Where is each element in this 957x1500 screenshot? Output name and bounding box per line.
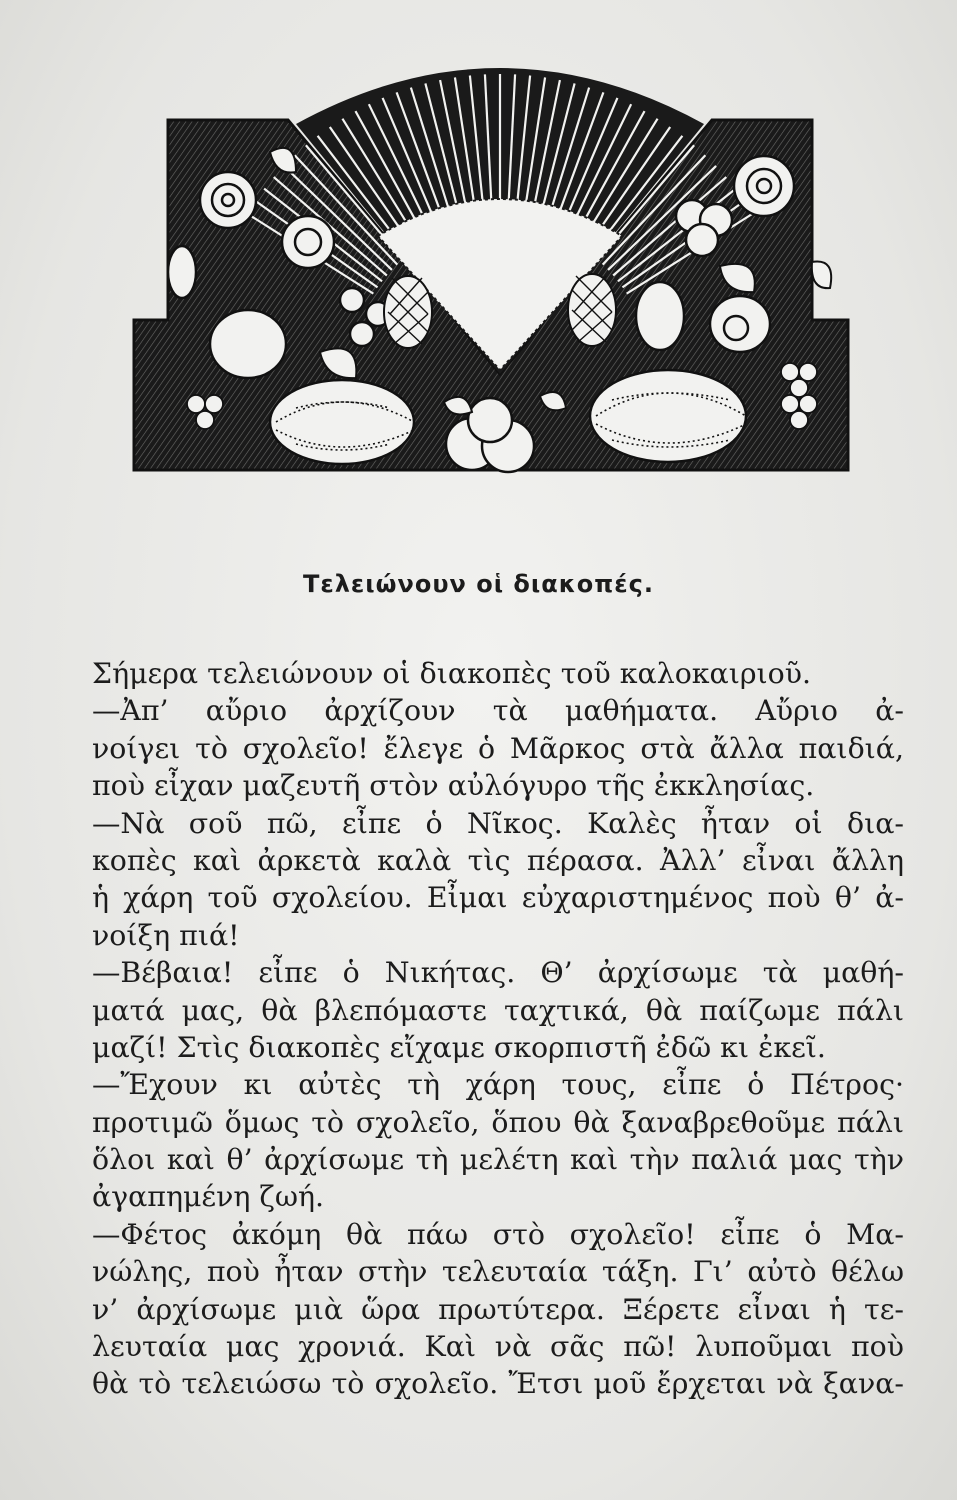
text-line: ποὺ εἶχαν μαζευτῆ στὸν αὐλόγυρο τῆς ἐκκλησίας. [92,769,815,803]
text-line: κοπὲς καὶ ἀρκετὰ καλὰ τὶς πέρασα. Ἀλλ’ εἶναι ἄλλη [92,843,904,877]
paragraph [92,1066,904,1216]
text-line: προτιμῶ ὅμως τὸ σχολεῖο, ὅπου θὰ ξαναβρεθοῦμε πάλι [92,1105,904,1139]
paragraph [92,692,904,804]
paragraph [92,954,904,1066]
text-line: λευταία μας χρονιά. Καὶ νὰ σᾶς πῶ! λυποῦμαι ποὺ [92,1330,904,1364]
chapter-title: Τελειώνουν οἱ διακοπές. [303,570,654,598]
chapter-body [92,655,904,1403]
text-line: —Νὰ σοῦ πῶ, εἶπε ὁ Νῖκος. Καλὲς ἦταν οἱ δια- [92,806,904,840]
text-line: Σήμερα τελειώνουν οἱ διακοπὲς τοῦ καλοκαιριοῦ. [92,657,812,690]
paragraph [92,805,904,955]
text-line: ν’ ἀρχίσωμε μιὰ ὥρα πρωτύτερα. Ξέρετε εἶναι ἡ τε- [92,1292,904,1326]
text-line: ἡ χάρη τοῦ σχολείου. Εἶμαι εὐχαριστημένος ποὺ θ’ ἀ- [92,881,904,915]
text-line: θὰ τὸ τελειώσω τὸ σχολεῖο. Ἔτσι μοῦ ἔρχεται νὰ ξανα- [92,1367,904,1401]
text-line: ὅλοι καὶ θ’ ἀρχίσωμε τὴ μελέτη καὶ τὴν παλιά μας τὴν [92,1143,904,1177]
text-line: —Ἔχουν κι αὐτὲς τὴ χάρη τους, εἶπε ὁ Πέτρος· [92,1068,904,1102]
text-line: —Ἀπ’ αὔριο ἀρχίζουν τὰ μαθήματα. Αὔριο ἀ- [92,694,904,728]
text-line: ματά μας, θὰ βλεπόμαστε ταχτικά, θὰ παίζωμε πάλι [92,993,904,1027]
text-line: νοίγει τὸ σχολεῖο! ἔλεγε ὁ Μᾶρκος στὰ ἄλλα παιδιά, [92,731,904,765]
text-line: νώλης, ποὺ ἦταν στὴν τελευταία τάξη. Γι’ αὐτὸ θέλω [92,1255,904,1289]
text-line: νοίξη πιά! [92,918,240,952]
text-line: μαζί! Στὶς διακοπὲς εἴχαμε σκορπιστῆ ἐδῶ κι ἐκεῖ. [92,1030,826,1064]
fruit-basket-fan-ornament-icon [100,52,870,490]
paragraph [92,655,904,692]
text-line: ἀγαπημένη ζωή. [92,1180,325,1214]
paragraph [92,1216,904,1403]
text-line: —Φέτος ἀκόμη θὰ πάω στὸ σχολεῖο! εἶπε ὁ Μα- [92,1217,904,1251]
text-line: —Βέβαια! εἶπε ὁ Νικήτας. Θ’ ἀρχίσωμε τὰ μαθή- [92,956,904,990]
